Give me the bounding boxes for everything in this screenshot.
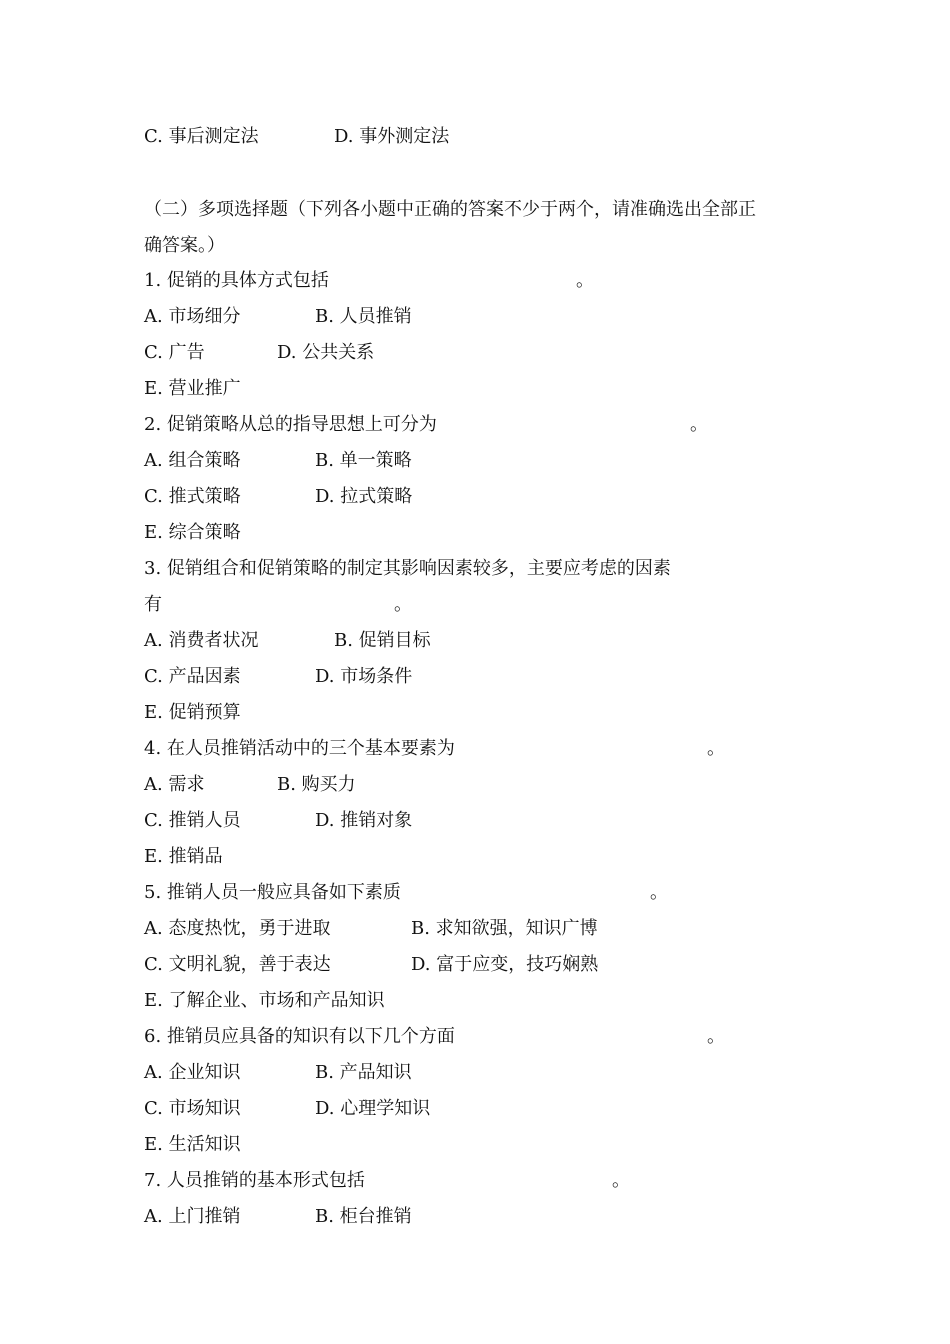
question-text: 3. 促销组合和促销策略的制定其影响因素较多，主要应考虑的因素 bbox=[144, 558, 671, 579]
option-b: B. 促销目标 bbox=[334, 630, 431, 651]
question-text: 7. 人员推销的基本形式包括 bbox=[144, 1170, 365, 1191]
option-d: D. 市场条件 bbox=[315, 666, 413, 687]
question-text: 4. 在人员推销活动中的三个基本要素为 bbox=[144, 738, 455, 759]
option-d: D. 公共关系 bbox=[277, 342, 375, 363]
option-b: B. 单一策略 bbox=[315, 450, 412, 471]
blank-end: 。 bbox=[612, 1170, 630, 1191]
question-text: 5. 推销人员一般应具备如下素质 bbox=[144, 882, 401, 903]
blank-end: 。 bbox=[650, 882, 668, 903]
blank-end: 。 bbox=[394, 594, 412, 615]
option-b: B. 人员推销 bbox=[315, 306, 412, 327]
option-a: A. 组合策略 bbox=[144, 450, 241, 471]
option-d: D. 拉式策略 bbox=[315, 486, 413, 507]
option-d: D. 推销对象 bbox=[315, 810, 413, 831]
option-e: E. 生活知识 bbox=[144, 1134, 241, 1155]
option-a: A. 态度热忱，勇于进取 bbox=[144, 918, 331, 939]
option-b: B. 求知欲强，知识广博 bbox=[411, 918, 598, 939]
option-c: C. 产品因素 bbox=[144, 666, 241, 687]
option-e: E. 营业推广 bbox=[144, 378, 241, 399]
option-a: A. 需求 bbox=[144, 774, 205, 795]
option-c: C. 市场知识 bbox=[144, 1098, 241, 1119]
option-d: D. 事外测定法 bbox=[334, 126, 450, 147]
option-e: E. 推销品 bbox=[144, 846, 223, 867]
question-text: 6. 推销员应具备的知识有以下几个方面 bbox=[144, 1026, 455, 1047]
option-e: E. 促销预算 bbox=[144, 702, 241, 723]
option-c: C. 推式策略 bbox=[144, 486, 241, 507]
option-b: B. 产品知识 bbox=[315, 1062, 412, 1083]
option-c: C. 文明礼貌，善于表达 bbox=[144, 954, 331, 975]
question-text: 1. 促销的具体方式包括 bbox=[144, 270, 329, 291]
section-heading-line2: 确答案。） bbox=[144, 235, 225, 256]
option-c: C. 广告 bbox=[144, 342, 205, 363]
question-text-cont: 有 bbox=[144, 594, 162, 615]
option-c: C. 事后测定法 bbox=[144, 126, 259, 147]
option-a: A. 消费者状况 bbox=[144, 630, 259, 651]
blank-end: 。 bbox=[690, 414, 708, 435]
option-a: A. 企业知识 bbox=[144, 1062, 241, 1083]
section-heading-line1: （二）多项选择题（下列各小题中正确的答案不少于两个，请准确选出全部正 bbox=[144, 199, 756, 220]
question-text: 2. 促销策略从总的指导思想上可分为 bbox=[144, 414, 437, 435]
option-c: C. 推销人员 bbox=[144, 810, 241, 831]
blank-end: 。 bbox=[707, 1026, 725, 1047]
option-d: D. 心理学知识 bbox=[315, 1098, 431, 1119]
option-b: B. 柜台推销 bbox=[315, 1206, 412, 1227]
blank-end: 。 bbox=[576, 270, 594, 291]
option-b: B. 购买力 bbox=[277, 774, 356, 795]
option-e: E. 综合策略 bbox=[144, 522, 241, 543]
option-a: A. 市场细分 bbox=[144, 306, 241, 327]
blank-end: 。 bbox=[707, 738, 725, 759]
option-d: D. 富于应变，技巧娴熟 bbox=[411, 954, 599, 975]
option-a: A. 上门推销 bbox=[144, 1206, 241, 1227]
option-e: E. 了解企业、市场和产品知识 bbox=[144, 990, 385, 1011]
